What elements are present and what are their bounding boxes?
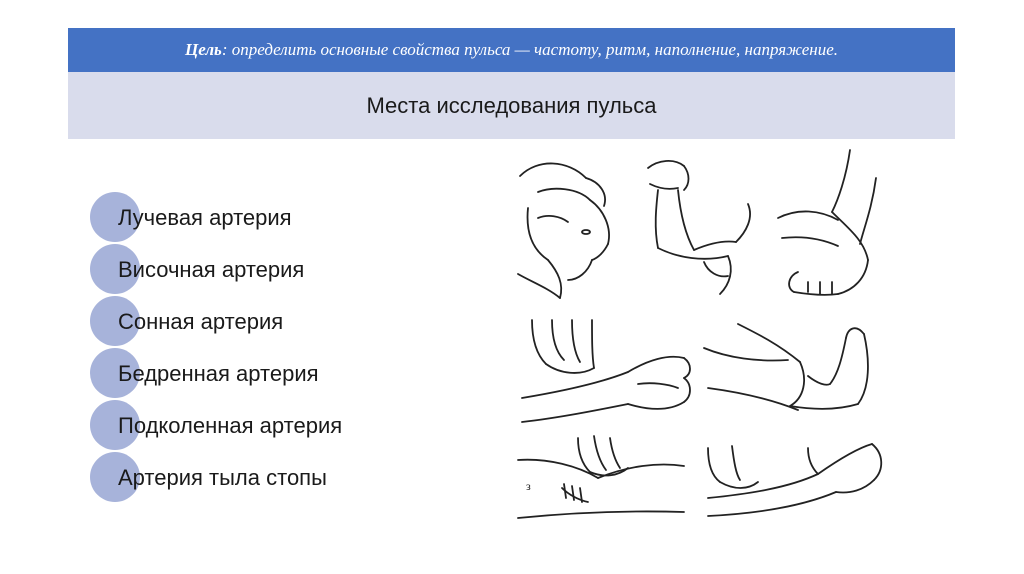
list-item-label: Бедренная артерия bbox=[118, 361, 319, 386]
list-item-label: Артерия тыла стопы bbox=[118, 465, 327, 490]
radial-pulse-drawing bbox=[522, 320, 690, 422]
list-item bbox=[90, 296, 470, 348]
popliteal-pulse-drawing bbox=[704, 324, 868, 410]
list-item-label: Лучевая артерия bbox=[118, 205, 292, 230]
list-item bbox=[90, 400, 470, 452]
goal-banner bbox=[68, 28, 955, 72]
title-banner bbox=[68, 72, 955, 139]
temporal-pulse-drawing bbox=[518, 163, 609, 298]
pulse-sites-illustration bbox=[508, 148, 900, 528]
carotid-pulse-drawing bbox=[648, 161, 750, 294]
femoral-pulse-drawing bbox=[518, 436, 684, 518]
artery-list bbox=[90, 192, 470, 504]
goal-text: : определить основные свойства пульса — частоту, ритм, наполнение, напряжение. bbox=[221, 40, 839, 59]
list-item-label: Подколенная артерия bbox=[118, 413, 343, 438]
list-item bbox=[90, 244, 470, 296]
foot-pulse-drawing bbox=[778, 150, 876, 295]
goal-label: Цель bbox=[184, 40, 222, 59]
figure-mark: з bbox=[526, 479, 531, 493]
list-item-label: Височная артерия bbox=[118, 257, 305, 282]
slide-title: Места исследования пульса bbox=[366, 92, 657, 118]
list-item bbox=[90, 452, 470, 504]
list-item-label: Сонная артерия bbox=[118, 309, 284, 334]
list-item bbox=[90, 348, 470, 400]
list-item bbox=[90, 192, 470, 244]
pulse-sites-drawing bbox=[508, 148, 900, 528]
dorsalis-pedis-pulse-drawing bbox=[708, 444, 881, 516]
